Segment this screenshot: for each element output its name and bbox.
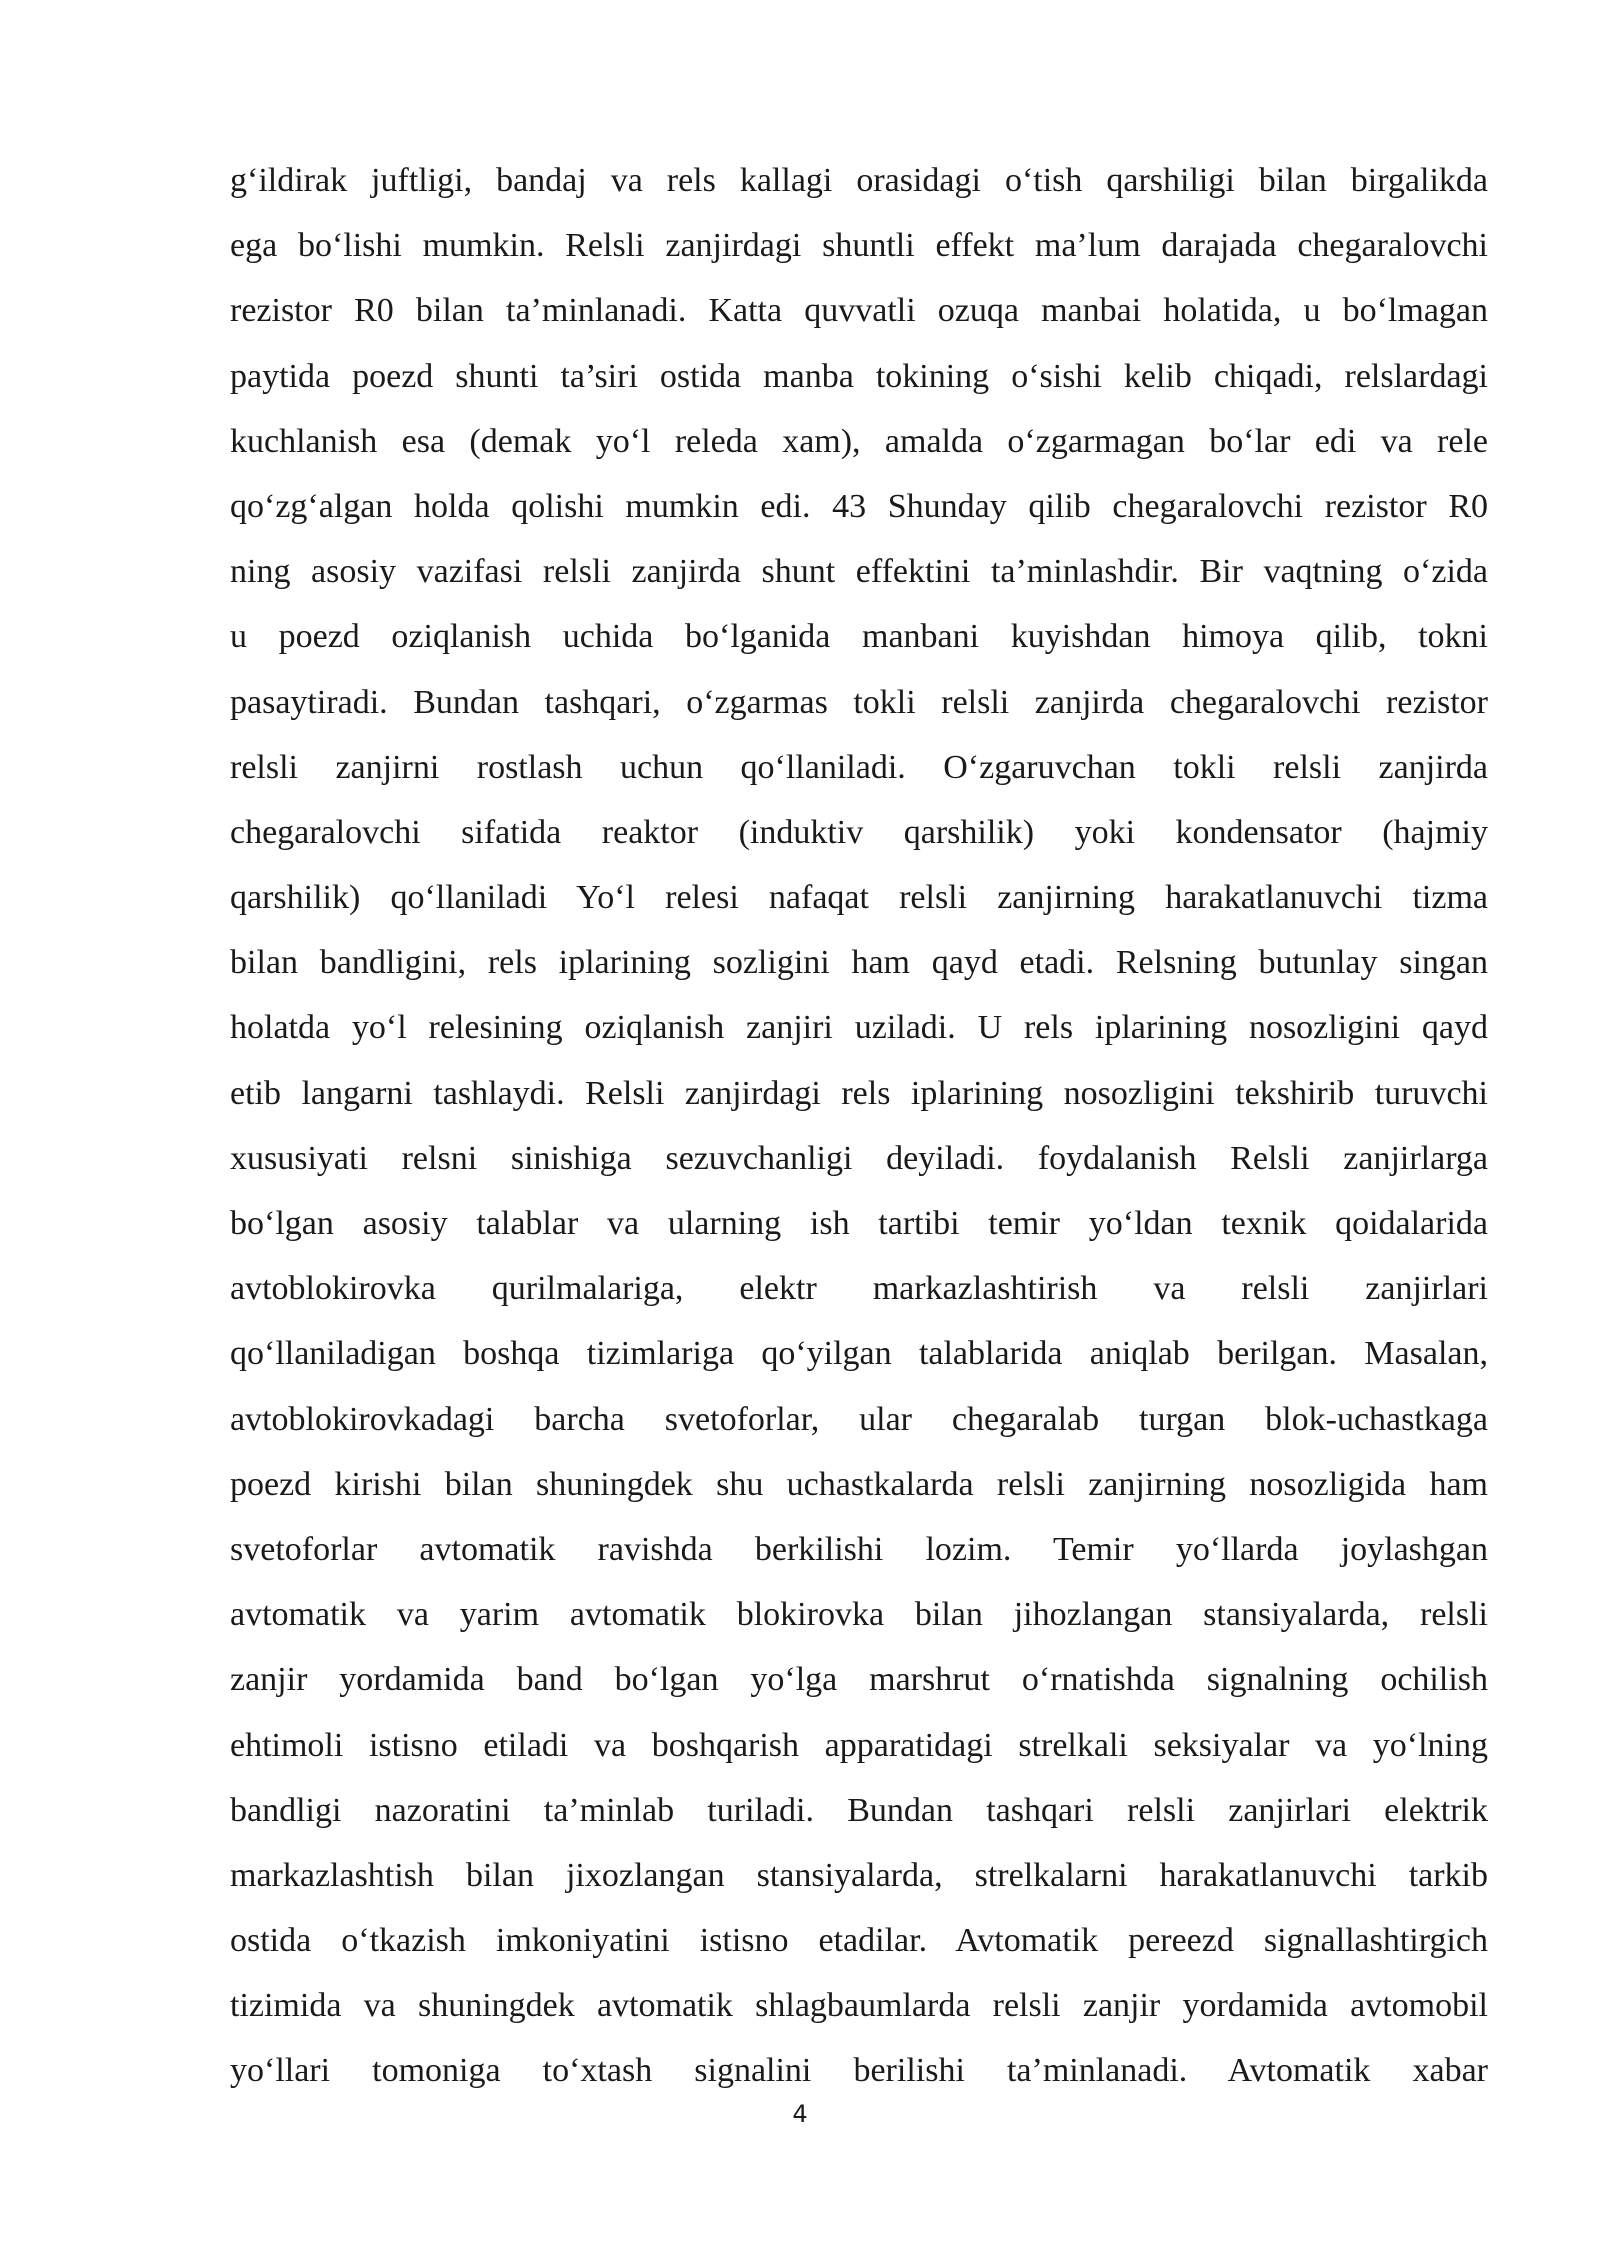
text-line: avtoblokirovka qurilmalariga, elektr markazlashtirish va relsli zanjirlari [230,1270,1488,1308]
text-line: zanjir yordamida band bo‘lgan yo‘lga marshrut o‘rnatishda signalning ochilish [230,1661,1488,1699]
text-line: rezistor R0 bilan ta’minlanadi. Katta quvvatli ozuqa manbai holatida, u bo‘lmagan [230,292,1488,330]
text-line: svetoforlar avtomatik ravishda berkilishi lozim. Temir yo‘llarda joylashgan [230,1530,1488,1568]
text-line: ega bo‘lishi mumkin. Relsli zanjirdagi shuntli effekt ma’lum darajada chegaralovchi [230,227,1488,265]
text-line: holatda yo‘l relesining oziqlanish zanjiri uziladi. U rels iplarining nosozligini qayd [230,1009,1488,1047]
text-line: ehtimoli istisno etiladi va boshqarish apparatidagi strelkali seksiyalar va yo‘lning [230,1726,1488,1764]
text-line: u poezd oziqlanish uchida bo‘lganida manbani kuyishdan himoya qilib, tokni [230,618,1488,656]
page-number: 4 [792,2100,808,2128]
text-line: chegaralovchi sifatida reaktor (induktiv qarshilik) yoki kondensator (hajmiy [230,813,1488,851]
text-line: qo‘llaniladigan boshqa tizimlariga qo‘yilgan talablarida aniqlab berilgan. Masalan, [230,1335,1488,1373]
text-line: yo‘llari tomoniga to‘xtash signalini berilishi ta’minlanadi. Avtomatik xabar [230,2052,1488,2090]
text-line: markazlashtish bilan jixozlangan stansiyalarda, strelkalarni harakatlanuvchi tarkib [230,1856,1488,1894]
body-paragraph [230,148,1488,2104]
text-line: bo‘lgan asosiy talablar va ularning ish tartibi temir yo‘ldan texnik qoidalarida [230,1205,1488,1242]
text-line: paytida poezd shunti ta’siri ostida manba tokining o‘sishi kelib chiqadi, relslardagi [230,357,1488,395]
text-line: qo‘zg‘algan holda qolishi mumkin edi. 43 Shunday qilib chegaralovchi rezistor R0 [230,487,1488,525]
text-line: bandligi nazoratini ta’minlab turiladi. Bundan tashqari relsli zanjirlari elektrik [230,1791,1488,1829]
text-line: etib langarni tashlaydi. Relsli zanjirdagi rels iplarining nosozligini tekshirib turuvchi [230,1074,1488,1112]
text-line: qarshilik) qo‘llaniladi Yo‘l relesi nafaqat relsli zanjirning harakatlanuvchi tizma [230,879,1488,917]
text-line: g‘ildirak juftligi, bandaj va rels kallagi orasidagi o‘tish qarshiligi bilan birgalikda [230,162,1488,199]
text-line: ostida o‘tkazish imkoniyatini istisno etadilar. Avtomatik pereezd signallashtirgich [230,1922,1488,1960]
text-line: avtomatik va yarim avtomatik blokirovka bilan jihozlangan stansiyalarda, relsli [230,1596,1488,1634]
text-line: relsli zanjirni rostlash uchun qo‘llaniladi. O‘zgaruvchan tokli relsli zanjirda [230,748,1488,786]
text-line: xususiyati relsni sinishiga sezuvchanligi deyiladi. foydalanish Relsli zanjirlarga [230,1139,1488,1177]
text-line: avtoblokirovkadagi barcha svetoforlar, ular chegaralab turgan blok-uchastkaga [230,1400,1488,1438]
text-line: tizimida va shuningdek avtomatik shlagbaumlarda relsli zanjir yordamida avtomobil [230,1987,1488,2025]
text-line: ning asosiy vazifasi relsli zanjirda shunt effektini ta’minlashdir. Bir vaqtning o‘zida [230,553,1488,591]
text-line: bilan bandligini, rels iplarining sozligini ham qayd etadi. Relsning butunlay singan [230,944,1488,982]
text-line: kuchlanish esa (demak yo‘l releda xam), amalda o‘zgarmagan bo‘lar edi va rele [230,422,1488,460]
text-line: poezd kirishi bilan shuningdek shu uchastkalarda relsli zanjirning nosozligida ham [230,1465,1488,1503]
text-line: pasaytiradi. Bundan tashqari, o‘zgarmas tokli relsli zanjirda chegaralovchi rezistor [230,683,1488,721]
